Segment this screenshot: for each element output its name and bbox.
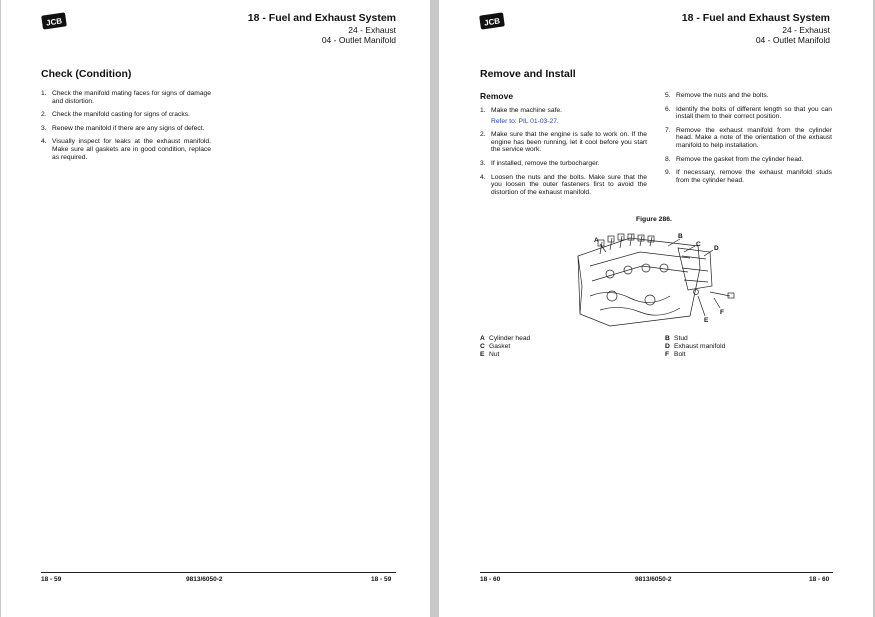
list-item: 4. Loosen the nuts and the bolts. Make sure that the you loosen the outer fasteners first to avoid the distortion of the exhaust manifold.: [480, 173, 647, 196]
footer-divider: [480, 572, 833, 573]
footer-divider: [41, 572, 396, 573]
footer-doc-number: 9813/6050-2: [635, 576, 672, 583]
check-condition-heading: Check (Condition): [41, 68, 132, 80]
subsection-title: 04 - Outlet Manifold: [321, 35, 396, 45]
check-steps-list: [41, 90, 211, 167]
list-item: 3. If installed, remove the turbocharger.: [480, 159, 600, 167]
list-item: 9. If necessary, remove the exhaust manifold studs from the cylinder head.: [665, 169, 832, 184]
figure-legend-right: B Stud D Exhaust manifold F Bolt: [665, 335, 726, 358]
footer-page-right: 18 - 59: [371, 576, 392, 583]
svg-text:JCB: JCB: [483, 16, 501, 28]
list-item: 8. Remove the gasket from the cylinder head.: [665, 155, 804, 163]
callout-e: E: [704, 317, 709, 324]
callout-b: B: [678, 233, 683, 240]
remove-steps-col2: [665, 92, 832, 190]
footer-page-right: 18 - 60: [809, 576, 830, 583]
section-title: 24 - Exhaust: [782, 25, 830, 35]
left-page: [1, 0, 430, 617]
exhaust-manifold-figure: [570, 226, 740, 328]
list-item: 6. Identify the bolts of different length so that you can install them to their correct position.: [665, 105, 832, 121]
list-item: 3. Renew the manifold if there are any signs of defect.: [41, 124, 205, 132]
list-item: 1. Check the manifold mating faces for signs of damage and distortion.: [41, 90, 211, 105]
callout-d: D: [714, 245, 719, 252]
list-item: 2. Check the manifold casting for signs of cracks.: [41, 111, 190, 119]
section-title: 24 - Exhaust: [348, 25, 396, 35]
chapter-title: 18 - Fuel and Exhaust System: [247, 12, 396, 24]
cross-reference-link[interactable]: Refer to: PIL 01-03-27.: [491, 117, 559, 125]
callout-f: F: [720, 309, 724, 316]
remove-subheading: Remove: [480, 91, 514, 101]
figure-legend-left: A Cylinder head C Gasket E Nut: [480, 335, 531, 358]
callout-c: C: [696, 241, 701, 248]
page-header: [248, 12, 396, 45]
chapter-title: 18 - Fuel and Exhaust System: [681, 12, 830, 24]
list-item: 4. Visually inspect for leaks at the exhaust manifold. Make sure all gaskets are in good condition, replace as required.: [41, 138, 211, 161]
footer-page-left: 18 - 60: [480, 576, 501, 583]
jcb-logo: [41, 12, 67, 30]
remove-steps-col1: [480, 107, 647, 202]
subsection-title: 04 - Outlet Manifold: [755, 35, 830, 45]
list-item: 7. Remove the exhaust manifold from the cylinder head. Make a note of the orientation of the exhaust manifold to help installation.: [665, 126, 832, 149]
figure-title: Figure 286.: [636, 216, 672, 223]
list-item: 5. Remove the nuts and the bolts.: [665, 92, 769, 99]
right-page: [439, 0, 873, 617]
list-item: 1. Make the machine safe. Refer to: PIL 01-03-27.: [480, 107, 647, 125]
page-header: [682, 12, 830, 45]
callout-a: A: [594, 237, 599, 244]
remove-install-heading: Remove and Install: [480, 68, 576, 80]
jcb-logo: [479, 12, 505, 30]
footer-page-left: 18 - 59: [41, 576, 62, 583]
svg-text:JCB: JCB: [45, 16, 63, 28]
footer-doc-number: 9813/6050-2: [186, 576, 223, 583]
list-item: 2. Make sure that the engine is safe to work on. If the engine has been running, let it cool before you start the service work.: [480, 131, 647, 154]
